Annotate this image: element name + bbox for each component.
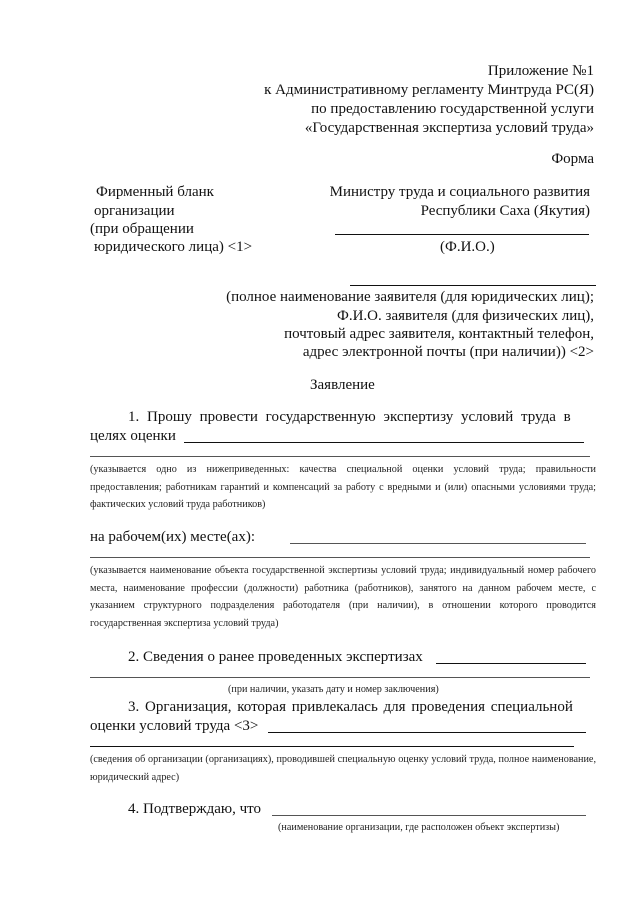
- applicant-line-3: почтовый адрес заявителя, контактный телефон,: [284, 326, 594, 342]
- item2-line-2[interactable]: [90, 677, 590, 678]
- item4-line[interactable]: [272, 815, 586, 816]
- item1-purpose-line[interactable]: [184, 442, 584, 443]
- item3-line-2[interactable]: [90, 746, 574, 747]
- form-label: Форма: [551, 151, 594, 167]
- item2-text: 2. Сведения о ранее проведенных экспертизах: [128, 649, 423, 665]
- applicant-line-2: Ф.И.О. заявителя (для физических лиц),: [337, 308, 594, 324]
- applicant-line-1: (полное наименование заявителя (для юридических лиц);: [226, 289, 594, 305]
- appendix-line-3: по предоставлению государственной услуги: [311, 101, 594, 117]
- document-title: Заявление: [310, 377, 375, 393]
- item1-note: (указывается одно из нижеприведенных: качества специальной оценки условий труда; правильности предоставления; работникам гарантий и компенсаций за работу с вредными и (или) опасными условиями труда; фактических условий труда работников): [90, 464, 596, 510]
- appendix-line-1: Приложение №1: [487, 63, 594, 79]
- workplace-label: на рабочем(их) месте(ах):: [90, 529, 256, 545]
- letterhead-line-3: (при обращении: [90, 221, 194, 237]
- letterhead-line-1: Фирменный бланк: [96, 184, 214, 200]
- item1-purpose-line-2[interactable]: [90, 456, 590, 457]
- appendix-line-4: «Государственная экспертиза условий труда»: [304, 120, 594, 136]
- letterhead-line-4: юридического лица) <1>: [94, 239, 253, 255]
- applicant-name-line[interactable]: [350, 285, 596, 286]
- item1-text-line-2: целях оценки: [90, 428, 176, 444]
- item1-text-line-1: 1. Прошу провести государственную экспертизу условий труда в: [128, 409, 571, 425]
- item4-text: 4. Подтверждаю, что: [128, 801, 262, 817]
- applicant-line-4: адрес электронной почты (при наличии)) <2>: [302, 344, 594, 360]
- item2-line[interactable]: [436, 663, 586, 664]
- item4-note: (наименование организации, где расположен объект экспертизы): [278, 822, 560, 833]
- item2-note: (при наличии, указать дату и номер заключения): [228, 684, 439, 695]
- item3-text-line-1: 3. Организация, которая привлекалась для проведения специальной: [128, 699, 573, 715]
- addressee-line-1: Министру труда и социального развития: [329, 184, 590, 200]
- item3-text-line-2: оценки условий труда <3>: [90, 718, 259, 734]
- workplace-note: (указывается наименование объекта государственной экспертизы условий труда; индивидуальный номер рабочего места, наименование профессии (должности) работника (работников), занятого на данном рабочем месте, с указанием структурного подразделения работодателя (при наличии), в отношении которого проводится государственная экспертиза условий труда): [90, 565, 596, 629]
- addressee-fio-caption: (Ф.И.О.): [440, 239, 495, 255]
- letterhead-line-2: организации: [94, 203, 175, 219]
- workplace-line-2[interactable]: [90, 557, 590, 558]
- appendix-line-2: к Административному регламенту Минтруда РС(Я): [264, 82, 594, 98]
- workplace-line[interactable]: [290, 543, 586, 544]
- addressee-line-2: Республики Саха (Якутия): [420, 203, 590, 219]
- addressee-fio-line[interactable]: [335, 234, 589, 235]
- item3-note: (сведения об организации (организациях), проводившей специальную оценку условий труда, полное наименование, юридический адрес): [90, 754, 596, 783]
- item3-line[interactable]: [268, 732, 586, 733]
